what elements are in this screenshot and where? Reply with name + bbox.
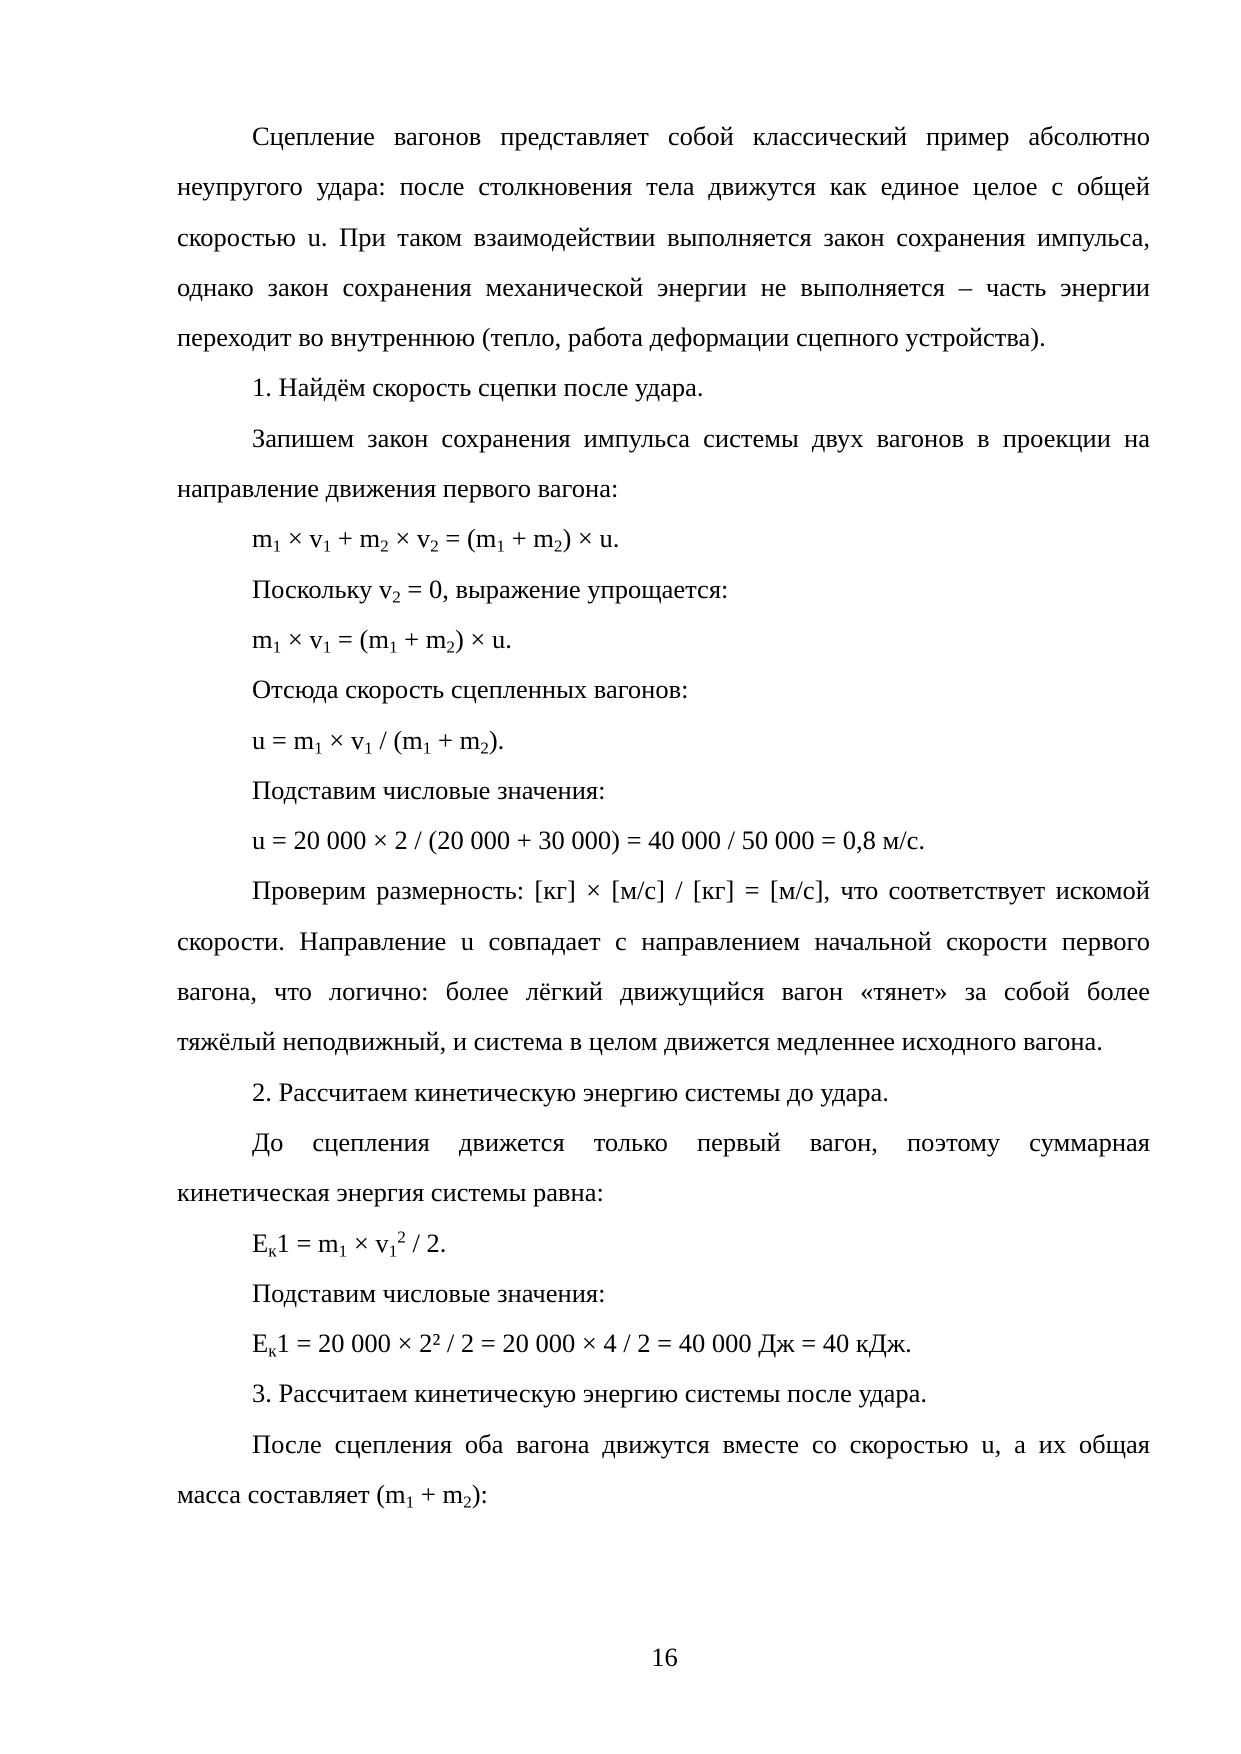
step-3-heading: 3. Рассчитаем кинетическую энергию системы после удара. xyxy=(252,1378,927,1409)
document-page xyxy=(177,111,1150,1519)
step-2-heading: 2. Рассчитаем кинетическую энергию системы до удара. xyxy=(252,1076,889,1107)
since-line: Поскольку $v_2 = 0$, выражение упрощается: xyxy=(252,573,729,606)
velocity-calculation: u = 20 000 × 2 / (20 000 + 30 000) = 40 000 / 50 000 = 0,8 м/с. xyxy=(252,825,925,856)
after-coupling-paragraph: После сцепления оба вагона движутся вместе со скоростью u, а их общая масса составляет $(m_1 + m_2)$: xyxy=(177,1428,1150,1512)
simplified-equation: $m_1 \times v_1 = (m_1 + m_2) \times u$. xyxy=(252,623,512,657)
step-1-heading: 1. Найдём скорость сцепки после удара. xyxy=(252,372,704,403)
momentum-equation: $m_1 \times v_1 + m_2 \times v_2 = (m_1 + m_2) \times u$. xyxy=(252,523,620,556)
energy-before-paragraph: До сцепления движется только первый вагон, поэтому суммарная кинетическая энергия системы равна: xyxy=(177,1126,1150,1208)
intro-paragraph: Сцепление вагонов представляет собой классический пример абсолютно неупругого удара: после столкновения тела движутся как единое целое с общей скоростью u. При таком взаимодействии выполняется закон сохранения импульса, однако закон сохранения механической энергии не выполняется – часть энергии переходит во внутреннюю (тепло, работа деформации сцепного устройства). xyxy=(177,121,1150,353)
kinetic-energy-formula: $E_к1 = m_1 \times v_1^2 / 2$. xyxy=(252,1227,447,1260)
kinetic-energy-calculation: $E_к1 = 20$ 000 × 2² / 2 = 20 000 × 4 / 2 = 40 000 Дж = 40 кДж. xyxy=(252,1328,912,1361)
substitute-line-2: Подставим числовые значения: xyxy=(252,1277,606,1308)
dimension-check-paragraph: Проверим размерность: [кг] × [м/с] / [кг] = [м/с], что соответствует искомой скорости. Направление u совпадает с направлением начальной скорости первого вагона, что логично: более лёгкий движущийся вагон «тянет» за собой более тяжёлый неподвижный, и система в целом движется медленнее исходного вагона. xyxy=(177,875,1150,1057)
substitute-line-1: Подставим числовые значения: xyxy=(252,774,606,805)
hence-line: Отсюда скорость сцепленных вагонов: xyxy=(252,674,689,705)
page-number: 16 xyxy=(651,1642,678,1672)
momentum-law-paragraph: Запишем закон сохранения импульса системы двух вагонов в проекции на направление движения первого вагона: xyxy=(177,422,1150,504)
velocity-formula: $u = m_1 \times v_1 / (m_1 + m_2)$. xyxy=(252,724,505,757)
